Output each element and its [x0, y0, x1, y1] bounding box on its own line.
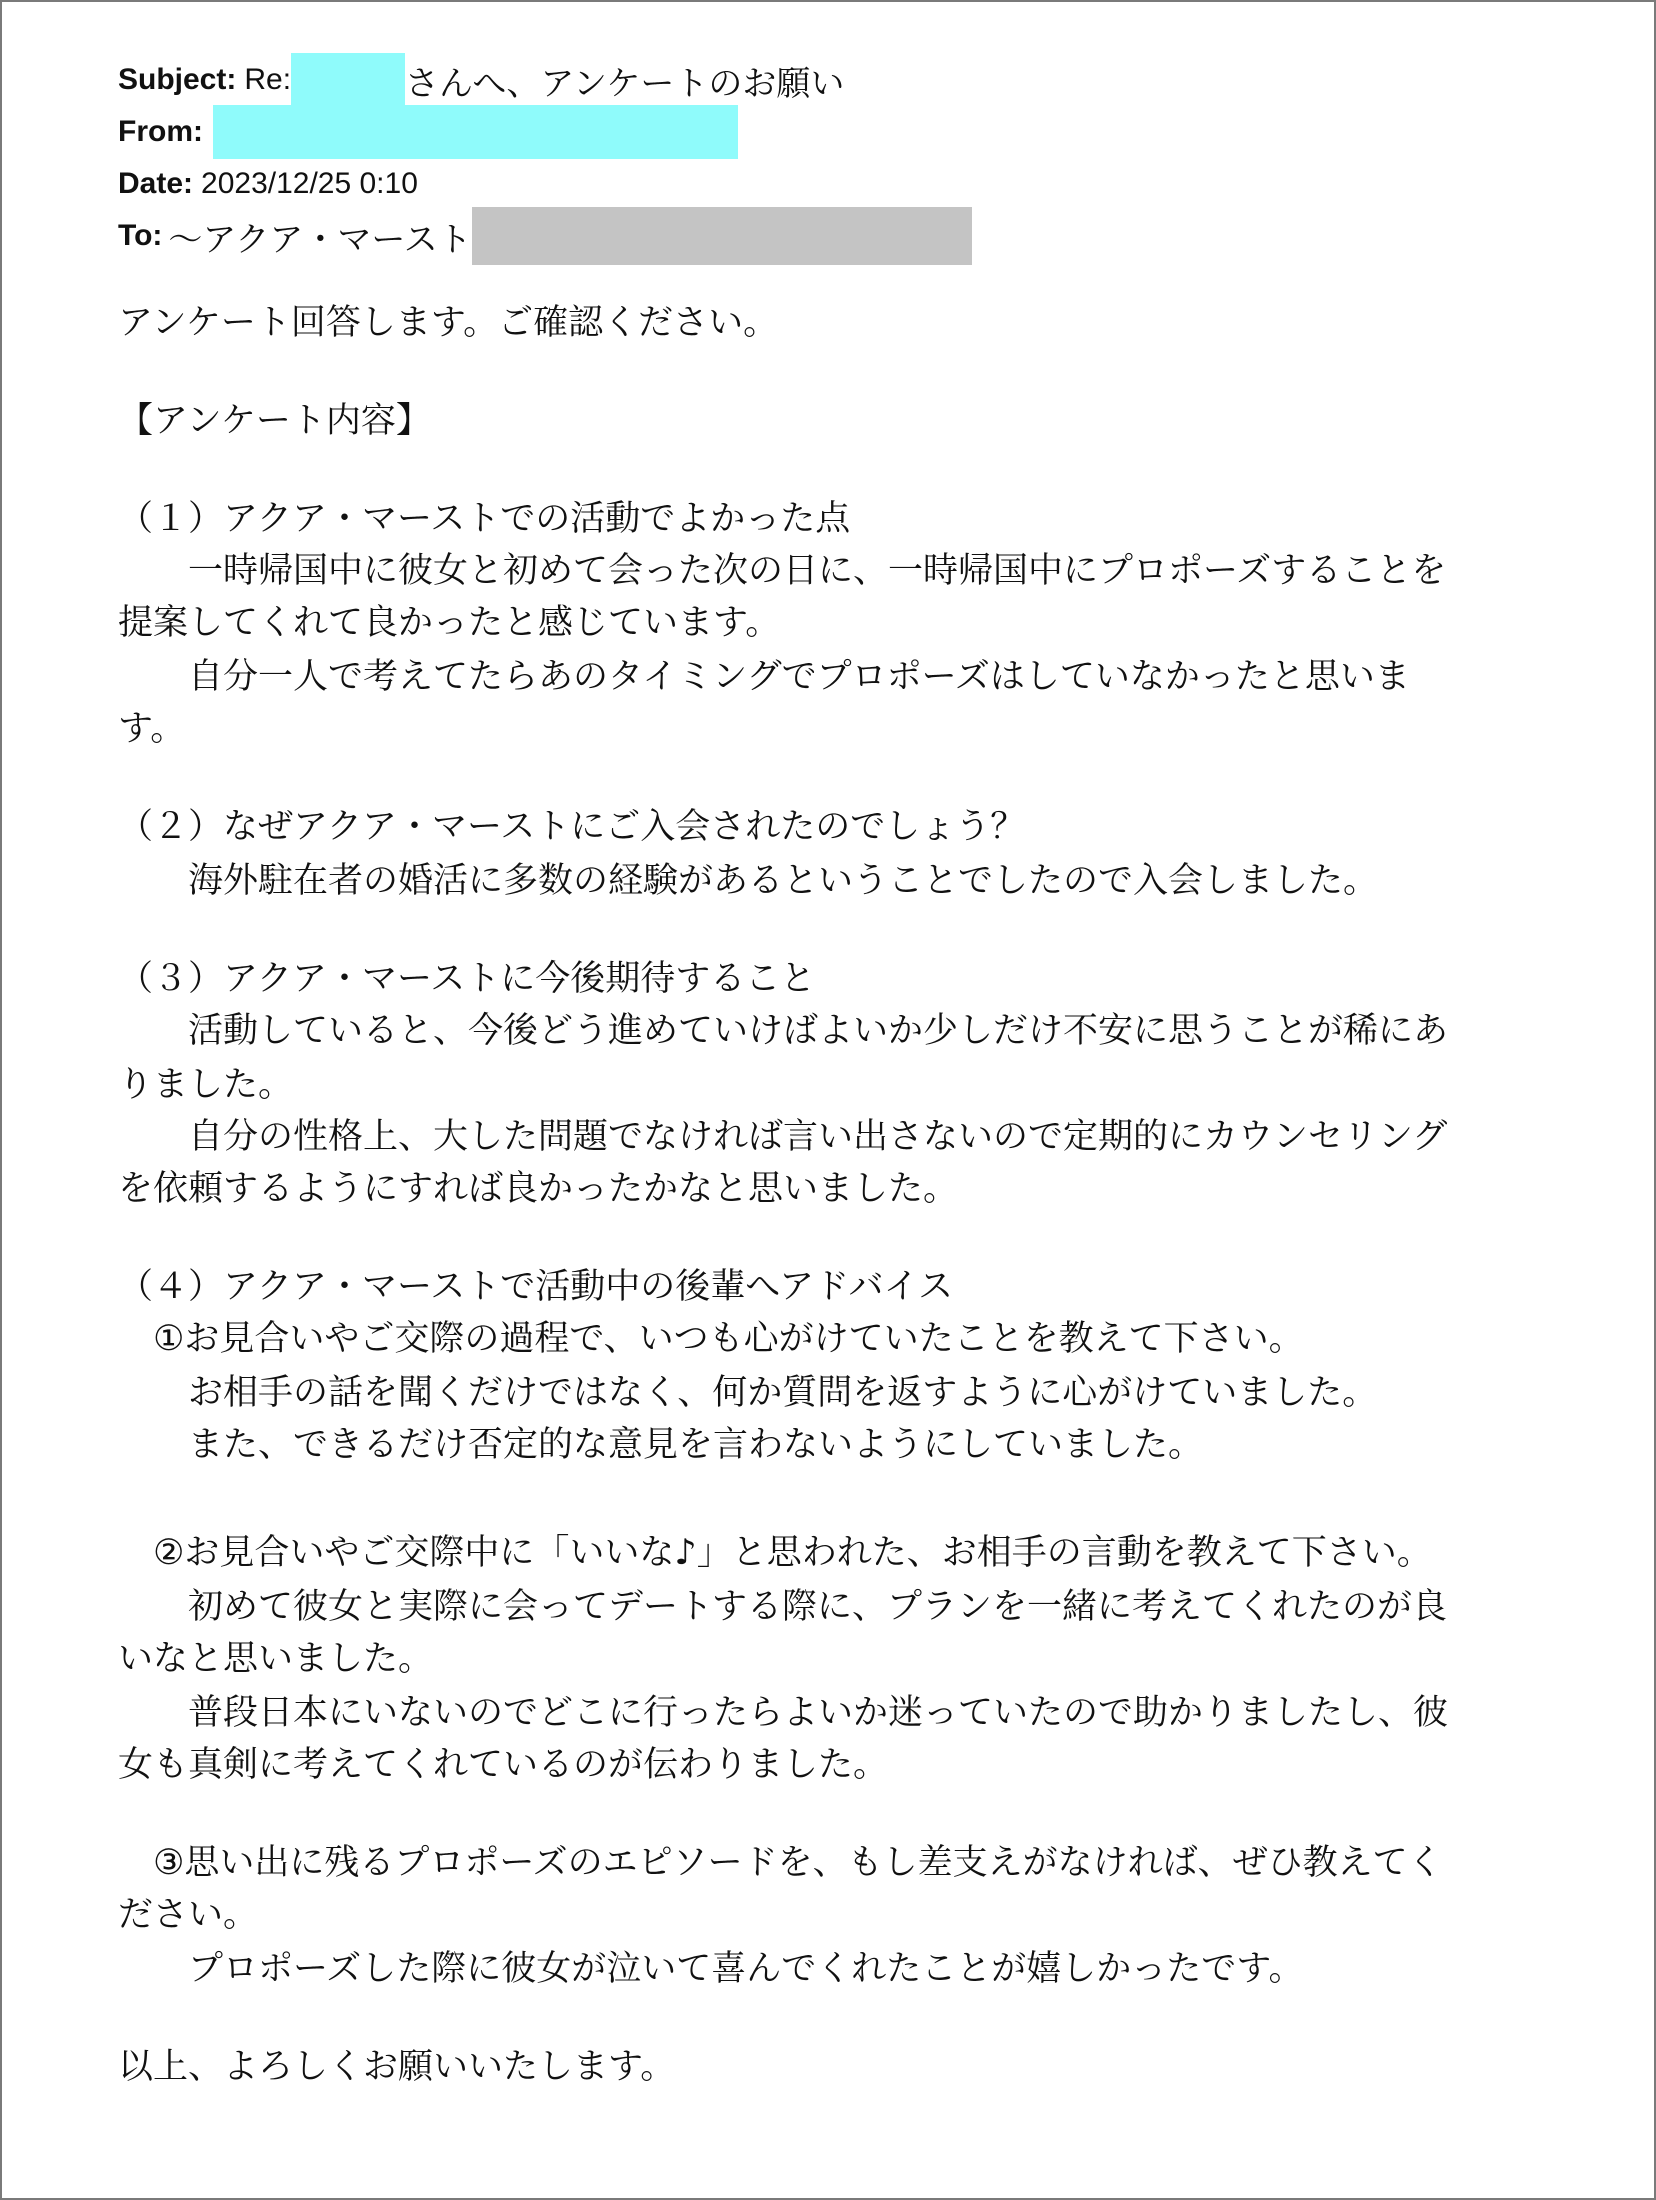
- to-label: To:: [118, 219, 163, 252]
- section-title: 【アンケート内容】: [118, 401, 431, 441]
- q1-answer-line: す。: [118, 709, 186, 749]
- subject-text: さんへ、アンケートのお願い: [405, 63, 845, 104]
- subject-label: Subject:: [118, 63, 237, 96]
- to-redaction: [472, 207, 972, 265]
- q4-sub1-question: ①お見合いやご交際の過程で、いつも心がけていたことを教えて下さい。: [118, 1319, 1304, 1359]
- date-value: 2023/12/25 0:10: [201, 167, 418, 200]
- q2-answer-line: 海外駐在者の婚活に多数の経験があるということでしたので入会しました。: [118, 861, 1379, 901]
- q2-title: （２）なぜアクア・マーストにご入会されたのでしょう？: [118, 807, 1026, 847]
- subject-row: [118, 54, 1538, 106]
- from-label: From:: [118, 115, 203, 148]
- q1-answer-line: 提案してくれて良かったと感じています。: [118, 603, 781, 643]
- q4-sub2-question: ②お見合いやご交際中に「いいな♪」と思われた、お相手の言動を教えて下さい。: [118, 1533, 1432, 1573]
- q4-sub1-answer-line: また、できるだけ否定的な意見を言わないようにしていました。: [118, 1425, 1204, 1465]
- q4-sub2-answer-line: 普段日本にいないのでどこに行ったらよいか迷っていたので助かりましたし、彼: [118, 1693, 1449, 1733]
- from-row: [118, 106, 1538, 158]
- intro-text: アンケート回答します。ご確認ください。: [118, 303, 779, 343]
- q4-sub1-answer-line: お相手の話を聞くだけではなく、何か質問を返すように心がけていました。: [118, 1373, 1378, 1413]
- q4-sub2-answer-line: いなと思いました。: [118, 1639, 434, 1679]
- q4-title: （４）アクア・マーストで活動中の後輩へアドバイス: [118, 1267, 954, 1307]
- date-label: Date:: [118, 167, 194, 200]
- q3-answer-line: りました。: [118, 1065, 294, 1105]
- subject-prefix: Re:: [244, 63, 292, 96]
- from-redaction: [213, 105, 738, 159]
- q3-answer-line: 活動していると、今後どう進めていけばよいか少しだけ不安に思うことが稀にあ: [118, 1011, 1449, 1051]
- q1-answer-line: 自分一人で考えてたらあのタイミングでプロポーズはしていなかったと思いま: [118, 657, 1410, 697]
- to-row: [118, 210, 1538, 262]
- q3-title: （３）アクア・マーストに今後期待すること: [118, 959, 816, 999]
- q3-answer-line: 自分の性格上、大した問題でなければ言い出さないので定期的にカウンセリング: [118, 1117, 1448, 1157]
- email-header: [118, 54, 1538, 262]
- q1-title: （１）アクア・マーストでの活動でよかった点: [118, 499, 851, 539]
- subject-redaction: [291, 53, 405, 107]
- closing-text: 以上、よろしくお願いいたします。: [118, 2047, 676, 2087]
- to-value: ～アクア・マースト: [168, 219, 472, 260]
- date-row: [118, 158, 1538, 210]
- q4-sub3-question: ださい。: [118, 1895, 259, 1935]
- q4-sub3-question: ③思い出に残るプロポーズのエピソードを、もし差支えがなければ、ぜひ教えてく: [118, 1843, 1443, 1883]
- q4-sub3-answer-line: プロポーズした際に彼女が泣いて喜んでくれたことが嬉しかったです。: [118, 1949, 1304, 1989]
- q1-answer-line: 一時帰国中に彼女と初めて会った次の日に、一時帰国中にプロポーズすることを: [118, 551, 1447, 591]
- q4-sub2-answer-line: 女も真剣に考えてくれているのが伝わりました。: [118, 1745, 889, 1785]
- q3-answer-line: を依頼するようにすれば良かったかなと思いました。: [118, 1169, 959, 1209]
- q4-sub2-answer-line: 初めて彼女と実際に会ってデートする際に、プランを一緒に考えてくれたのが良: [118, 1587, 1447, 1627]
